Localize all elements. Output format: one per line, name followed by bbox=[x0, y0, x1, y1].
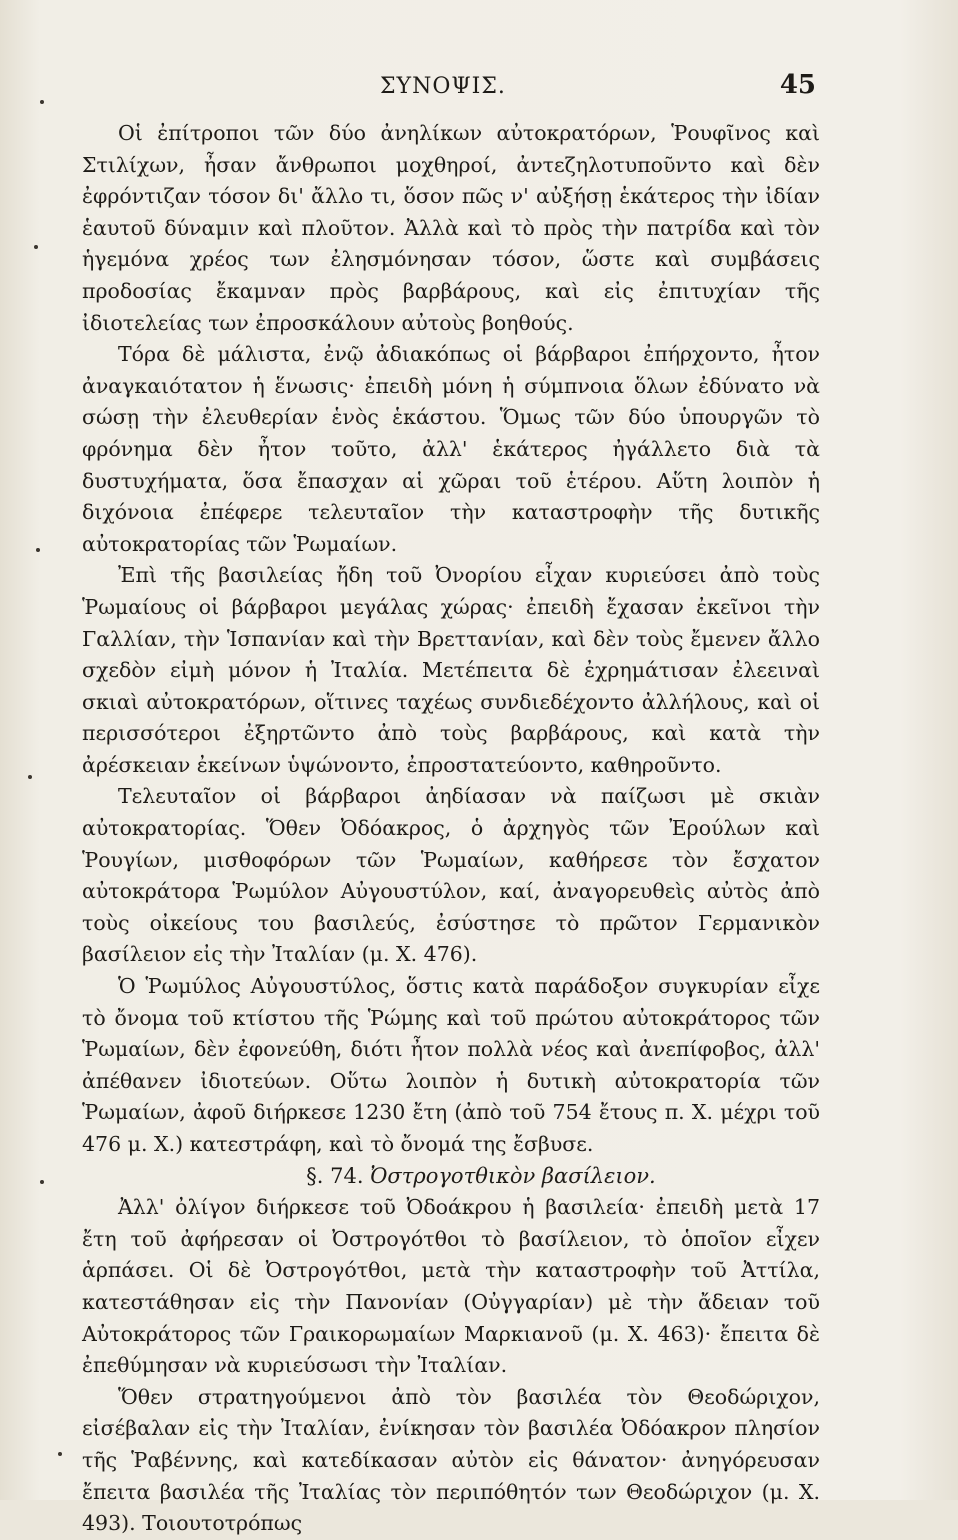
section-heading bbox=[82, 1161, 820, 1193]
paper-speck bbox=[34, 245, 38, 249]
section-title: Ὀστρογοτθικὸν βασίλειον. bbox=[370, 1163, 656, 1188]
body-text bbox=[82, 118, 820, 1540]
running-title: ΣΥΝΟΨΙΣ. bbox=[380, 74, 506, 99]
paragraph: Τόρα δὲ μάλιστα, ἐνῷ ἀδιακόπως οἱ βάρβαροι ἐπήρχοντο, ἦτον ἀναγκαιότατον ἡ ἕνωσις· ἐπειδὴ μόνη ἡ σύμπνοια ὅλων ἐδύνατο νὰ σώσῃ τὴν ἐλευθερίαν ἑνὸς ἑκάστου. Ὅμως τῶν δύο ὑπουργῶν τὸ φρόνημα δὲν ἦτον τοῦτο, ἀλλ' ἑκάτερος ἠγάλλετο διὰ τὰ δυστυχήματα, ὅσα ἔπασχαν αἱ χῶραι τοῦ ἑτέρου. Αὕτη λοιπὸν ἡ διχόνοια ἐπέφερε τελευταῖον τὴν καταστροφὴν τῆς δυτικῆς αὐτοκρατορίας τῶν Ῥωμαίων. bbox=[82, 342, 820, 556]
paragraph: Ὅθεν στρατηγούμενοι ἀπὸ τὸν βασιλέα τὸν Θεοδώριχον, εἰσέβαλαν εἰς τὴν Ἰταλίαν, ἐνίκησαν τὸν βασιλέα Ὀδόακρον πλησίον τῆς Ῥαβέννης, καὶ κατεδίκασαν αὐτὸν εἰς θάνατον· ἀνηγόρευσαν ἔπειτα βασιλέα τῆς Ἰταλίας τὸν περιπόθητόν των Θεοδώριχον (μ. Χ. 493). Τοιουτοτρόπως bbox=[82, 1384, 820, 1536]
paragraph: Ἐπὶ τῆς βασιλείας ἤδη τοῦ Ὀνορίου εἶχαν κυριεύσει ἀπὸ τοὺς Ῥωμαίους οἱ βάρβαροι μεγάλας χώρας· ἐπειδὴ ἔχασαν ἐκεῖνοι τὴν Γαλλίαν, τὴν Ἱσπανίαν καὶ τὴν Βρεττανίαν, καὶ δὲν τοὺς ἔμενεν ἄλλο σχεδὸν εἰμὴ μόνον ἡ Ἰταλία. Μετέπειτα δὲ ἐχρημάτισαν ἐλεειναὶ σκιαὶ αὐτοκρατόρων, οἵτινες ταχέως συνδιεδέχοντο ἀλλήλους, καὶ οἱ περισσότεροι ἐξηρτῶντο ἀπὸ τοὺς βαρβάρους, καὶ κατὰ τὴν ἀρέσκειαν ἐκείνων ὑψώνοντο, ἐπροστατεύοντο, καθηροῦντο. bbox=[82, 563, 820, 777]
paragraph: Τελευταῖον οἱ βάρβαροι ἀηδίασαν νὰ παίζωσι μὲ σκιὰν αὐτοκρατορίας. Ὅθεν Ὀδόακρος, ὁ ἀρχηγὸς τῶν Ἐρούλων καὶ Ῥουγίων, μισθοφόρων τῶν Ῥωμαίων, καθήρεσε τὸν ἔσχατον αὐτοκράτορα Ῥωμύλον Αὐγουστύλον, καί, ἀναγορευθεὶς αὐτὸς ἀπὸ τοὺς οἰκείους του βασιλεύς, ἐσύστησε τὸ πρῶτον Γερμανικὸν βασίλειον εἰς τὴν Ἰταλίαν (μ. Χ. 476). bbox=[82, 784, 820, 967]
section-number: §. 74. bbox=[306, 1163, 364, 1188]
paragraph: Ἀλλ' ὀλίγον διήρκεσε τοῦ Ὀδοάκρου ἡ βασιλεία· ἐπειδὴ μετὰ 17 ἔτη τοῦ ἀφήρεσαν οἱ Ὀστρογότθοι τὸ βασίλειον, τὸ ὁποῖον εἶχεν ἁρπάσει. Οἱ δὲ Ὀστρογότθοι, μετὰ τὴν καταστροφὴν τοῦ Ἀττίλα, κατεστάθησαν εἰς τὴν Πανονίαν (Οὐγγαρίαν) μὲ τὴν ἄδειαν τοῦ Αὐτοκράτορος τῶν Γραικορωμαίων Μαρκιανοῦ (μ. Χ. 463)· ἔπειτα δὲ ἐπεθύμησαν νὰ κυριεύσωσι τὴν Ἰταλίαν. bbox=[82, 1195, 820, 1378]
paragraph: Ὁ Ῥωμύλος Αὐγουστύλος, ὅστις κατὰ παράδοξον συγκυρίαν εἶχε τὸ ὄνομα τοῦ κτίστου τῆς Ῥώμης καὶ τοῦ πρώτου αὐτοκράτορος τῶν Ῥωμαίων, δὲν ἐφονεύθη, διότι ἦτον πολλὰ νέος καὶ ἀνεπίφοβος, ἀλλ' ἀπέθανεν ἰδιοτεύων. Οὕτω λοιπὸν ἡ δυτικὴ αὐτοκρατορία τῶν Ῥωμαίων, ἀφοῦ διήρκεσε 1230 ἔτη (ἀπὸ τοῦ 754 ἔτους π. Χ. μέχρι τοῦ 476 μ. Χ.) κατεστράφη, καὶ τὸ ὄνομά της ἔσβυσε. bbox=[82, 974, 820, 1156]
page-header bbox=[0, 68, 958, 108]
paper-speck bbox=[36, 548, 40, 552]
paragraph: Οἱ ἐπίτροποι τῶν δύο ἀνηλίκων αὐτοκρατόρων, Ῥουφῖνος καὶ Στιλίχων, ἦσαν ἄνθρωποι μοχθηροί, ἀντεζηλοτυποῦντο καὶ δὲν ἐφρόντιζαν τόσον δι' ἄλλο τι, ὅσον πῶς ν' αὐξήσῃ ἑκάτερος τὴν ἰδίαν ἑαυτοῦ δύναμιν καὶ πλοῦτον. Ἀλλὰ καὶ τὸ πρὸς τὴν πατρίδα καὶ τὸν ἡγεμόνα χρέος των ἐλησμόνησαν τόσον, ὥστε καὶ συμβάσεις προδοσίας ἔκαμναν πρὸς βαρβάρους, καὶ εἰς ἐπιτυχίαν τῆς ἰδιοτελείας των ἐπροσκάλουν αὐτοὺς βοηθούς. bbox=[82, 121, 820, 335]
paper-speck bbox=[28, 775, 32, 779]
paper-speck bbox=[40, 100, 44, 104]
paper-speck bbox=[40, 1180, 44, 1184]
page-number: 45 bbox=[779, 70, 816, 100]
paper-speck bbox=[58, 1452, 62, 1456]
